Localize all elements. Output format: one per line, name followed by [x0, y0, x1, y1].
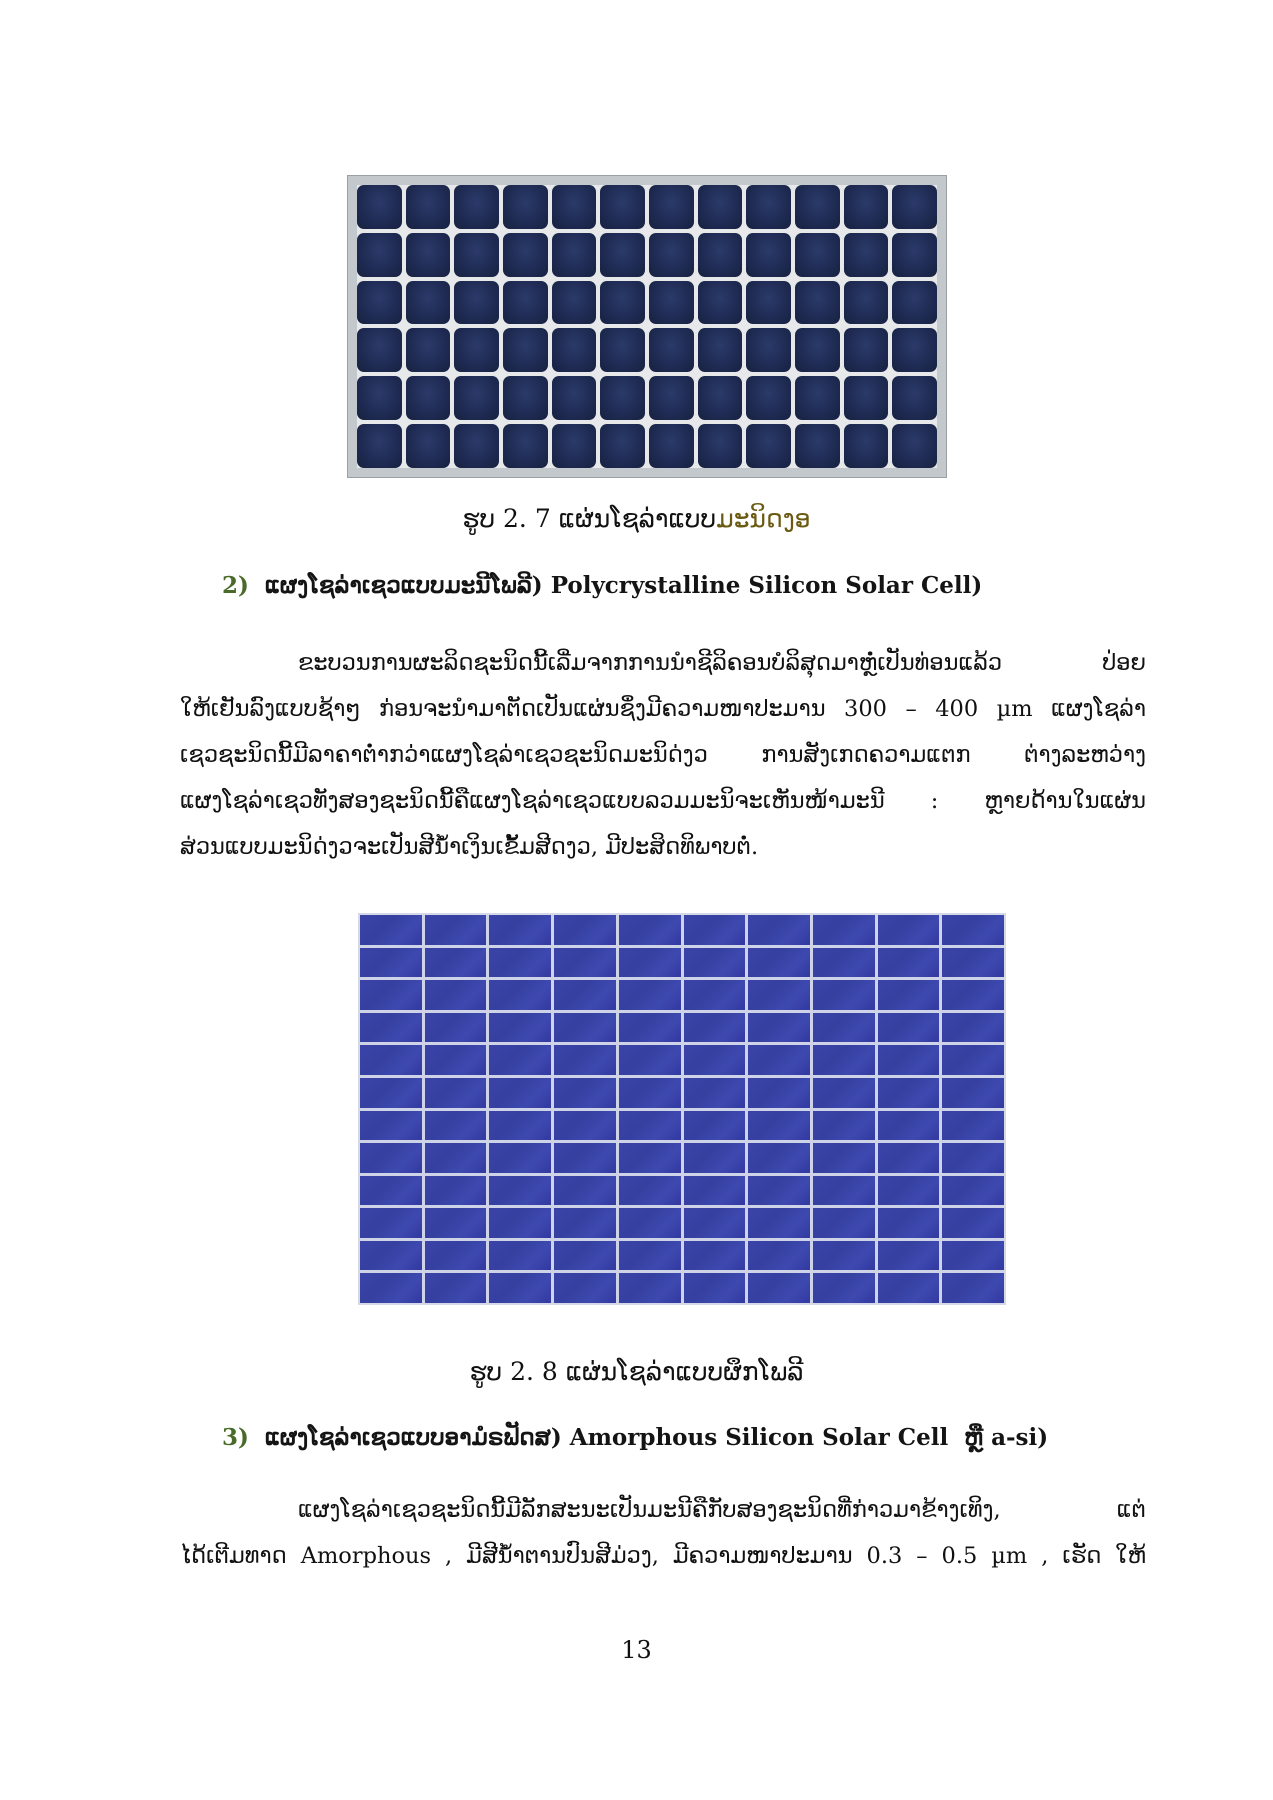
solar-cell [489, 948, 551, 978]
solar-cell [554, 1013, 616, 1043]
solar-cell [554, 1176, 616, 1206]
figure-2-8-caption: ຮູບ 2. 8 ແຜ່ນໂຊລ່າແບບຜຶກໂພລີ [469, 1357, 804, 1386]
solar-cell [554, 1045, 616, 1075]
solar-cell [942, 1143, 1004, 1173]
solar-cell [878, 1078, 940, 1108]
page-number: 13 [621, 1636, 652, 1664]
solar-cell [878, 1241, 940, 1271]
solar-cell [503, 233, 548, 277]
solar-cell [649, 281, 694, 325]
solar-cell [360, 1241, 422, 1271]
solar-cell [554, 1143, 616, 1173]
solar-cell [748, 1045, 810, 1075]
solar-cell [892, 328, 937, 372]
solar-cell [878, 1045, 940, 1075]
solar-cell [878, 1208, 940, 1238]
solar-cell [684, 1273, 746, 1303]
solar-cell [684, 1078, 746, 1108]
section-2-number: 2) [222, 572, 249, 599]
solar-cell [503, 376, 548, 420]
solar-cell [746, 328, 791, 372]
solar-cell [489, 1143, 551, 1173]
solar-cell [844, 281, 889, 325]
paragraph-line: ເຊວຊະນິດນີ້ມີລາຄາຕໍ່າກວ່າແຜງໂຊລ່າເຊວຊະນິດມະນິດ່ງວ ການສັງເກດຄວາມແຕກ ຕ່າງລະຫວ່າງ [180, 742, 1146, 768]
solar-cell [554, 1273, 616, 1303]
solar-cell [360, 1078, 422, 1108]
section-2-title-en: Polycrystalline Silicon Solar Cell) [550, 572, 983, 599]
caption-prefix: ຮູບ 2. 7 ແຜ່ນໂຊລ່າແບບ [462, 504, 717, 533]
solar-cell [942, 1078, 1004, 1108]
solar-cell [878, 948, 940, 978]
solar-cell [813, 980, 875, 1010]
solar-cell [878, 1176, 940, 1206]
solar-cell [649, 424, 694, 468]
poly-cell-grid [360, 915, 1004, 1303]
solar-cell [649, 328, 694, 372]
solar-cell [795, 233, 840, 277]
solar-cell [892, 281, 937, 325]
monocrystalline-panel-image [347, 175, 947, 478]
solar-cell [600, 185, 645, 229]
solar-cell [619, 1045, 681, 1075]
solar-cell [649, 233, 694, 277]
solar-cell [813, 1208, 875, 1238]
solar-cell [684, 980, 746, 1010]
solar-cell [406, 328, 451, 372]
solar-cell [748, 948, 810, 978]
solar-cell [406, 233, 451, 277]
solar-cell [892, 424, 937, 468]
solar-cell [698, 281, 743, 325]
solar-cell [454, 185, 499, 229]
solar-cell [425, 948, 487, 978]
solar-cell [619, 948, 681, 978]
solar-cell [748, 1143, 810, 1173]
solar-cell [878, 915, 940, 945]
solar-cell [746, 281, 791, 325]
solar-cell [684, 1045, 746, 1075]
solar-cell [552, 424, 597, 468]
polycrystalline-panel-image [358, 913, 1006, 1305]
solar-cell [489, 1045, 551, 1075]
paragraph-line: ຂະບວນການຜະລິດຊະນິດນີ້ເລີ່ມຈາກການນຳຊີລິຄອນບໍລິສຸດມາຫຼໍ່ເປັນທ່ອນແລ້ວ ປ່ອຍ [298, 650, 1146, 676]
solar-cell [552, 281, 597, 325]
solar-cell [503, 281, 548, 325]
solar-cell [554, 1111, 616, 1141]
solar-cell [454, 328, 499, 372]
solar-cell [844, 376, 889, 420]
solar-cell [425, 1078, 487, 1108]
solar-cell [684, 1208, 746, 1238]
solar-cell [698, 424, 743, 468]
paragraph-line: ໃຫ້ເຢັນລົງແບບຊ້າໆ ກ່ອນຈະນຳມາຕັດເປັນແຜ່ນຊຶ່ງມີຄວາມໜາປະມານ 300 – 400 µm ແຜງໂຊລ່າ [180, 696, 1146, 722]
solar-cell [684, 948, 746, 978]
solar-cell [360, 1208, 422, 1238]
solar-cell [425, 1013, 487, 1043]
paragraph-line: ໄດ້ເຕີມທາດ Amorphous , ມີສີນ້ຳຕານປົນສີມ່ວງ, ມີຄວາມໜາປະມານ 0.3 – 0.5 µm , ເຮັດ ໃຫ້ [180, 1543, 1146, 1569]
solar-cell [942, 980, 1004, 1010]
solar-cell [619, 1241, 681, 1271]
solar-cell [684, 915, 746, 945]
solar-cell [357, 376, 402, 420]
solar-cell [684, 1241, 746, 1271]
solar-cell [844, 233, 889, 277]
solar-cell [813, 1078, 875, 1108]
solar-cell [360, 1176, 422, 1206]
solar-cell [619, 1143, 681, 1173]
paragraph-line: ແຜງໂຊລ່າເຊວຊະນິດນີ້ມີລັກສະນະເປັນມະນີຄືກັບສອງຊະນິດທີ່ກ່າວມາຂ້າງເທິງ, ແຕ່ [298, 1497, 1146, 1523]
solar-cell [360, 1045, 422, 1075]
solar-cell [454, 281, 499, 325]
section-2-title-lao: ແຜງໂຊລ່າເຊວແບບມະນີໂພລີ) [264, 572, 543, 599]
solar-cell [942, 1241, 1004, 1271]
solar-cell [942, 1273, 1004, 1303]
solar-cell [552, 185, 597, 229]
solar-cell [795, 376, 840, 420]
solar-cell [878, 980, 940, 1010]
solar-cell [357, 281, 402, 325]
solar-cell [619, 1078, 681, 1108]
solar-cell [813, 915, 875, 945]
solar-cell [878, 1111, 940, 1141]
solar-cell [813, 1273, 875, 1303]
solar-cell [748, 1208, 810, 1238]
section-3-number: 3) [222, 1424, 249, 1451]
solar-cell [554, 1078, 616, 1108]
solar-cell [748, 1273, 810, 1303]
solar-cell [942, 1176, 1004, 1206]
solar-cell [360, 915, 422, 945]
solar-cell [552, 328, 597, 372]
solar-cell [552, 233, 597, 277]
solar-cell [684, 1176, 746, 1206]
solar-cell [357, 233, 402, 277]
solar-cell [425, 1111, 487, 1141]
solar-cell [698, 328, 743, 372]
solar-cell [619, 1111, 681, 1141]
solar-cell [844, 328, 889, 372]
solar-cell [619, 1013, 681, 1043]
solar-cell [360, 1143, 422, 1173]
solar-cell [554, 1241, 616, 1271]
figure-2-7-caption [0, 504, 1273, 533]
solar-cell [489, 980, 551, 1010]
solar-cell [406, 424, 451, 468]
solar-cell [748, 1241, 810, 1271]
solar-cell [795, 328, 840, 372]
solar-cell [684, 1013, 746, 1043]
solar-cell [795, 281, 840, 325]
solar-cell [600, 424, 645, 468]
section-3-title-en: Amorphous Silicon Solar Cell [569, 1424, 949, 1451]
solar-cell [813, 1111, 875, 1141]
paragraph-line: ແຜງໂຊລ່າເຊວທັງສອງຊະນິດນີ້ຄືແຜງໂຊລ່າເຊວແບບລວມມະນິຈະເຫັນໜ້າມະນີ : ຫຼາຍດ້ານໃນແຜ່ນ [180, 788, 1146, 814]
solar-cell [406, 281, 451, 325]
section-2-heading [222, 572, 982, 599]
solar-cell [552, 376, 597, 420]
solar-cell [892, 233, 937, 277]
solar-cell [554, 1208, 616, 1238]
solar-cell [489, 1241, 551, 1271]
solar-cell [698, 233, 743, 277]
solar-cell [746, 376, 791, 420]
solar-cell [600, 281, 645, 325]
solar-cell [813, 1143, 875, 1173]
solar-cell [489, 1078, 551, 1108]
solar-cell [425, 915, 487, 945]
solar-cell [619, 1176, 681, 1206]
solar-cell [360, 1111, 422, 1141]
solar-cell [360, 948, 422, 978]
solar-cell [748, 915, 810, 945]
solar-cell [619, 980, 681, 1010]
solar-cell [360, 1273, 422, 1303]
solar-cell [454, 233, 499, 277]
solar-cell [360, 1013, 422, 1043]
section-3-title-lao: ແຜງໂຊລ່າເຊວແບບອາມໍຣຟັດສ) [264, 1424, 562, 1451]
solar-cell [942, 1045, 1004, 1075]
solar-cell [748, 980, 810, 1010]
solar-cell [454, 424, 499, 468]
solar-cell [649, 185, 694, 229]
solar-cell [795, 424, 840, 468]
solar-cell [844, 424, 889, 468]
solar-cell [892, 376, 937, 420]
solar-cell [425, 1208, 487, 1238]
solar-cell [795, 185, 840, 229]
solar-cell [748, 1013, 810, 1043]
solar-cell [489, 1208, 551, 1238]
solar-cell [406, 185, 451, 229]
solar-cell [698, 185, 743, 229]
solar-cell [684, 1111, 746, 1141]
solar-cell [357, 424, 402, 468]
solar-cell [942, 948, 1004, 978]
solar-cell [942, 1013, 1004, 1043]
solar-cell [503, 185, 548, 229]
solar-cell [489, 915, 551, 945]
solar-cell [425, 1176, 487, 1206]
solar-cell [813, 1045, 875, 1075]
solar-cell [746, 424, 791, 468]
solar-cell [357, 185, 402, 229]
caption-accent: ມະນິດງອ [716, 504, 811, 533]
solar-cell [425, 1273, 487, 1303]
solar-cell [503, 424, 548, 468]
solar-cell [746, 185, 791, 229]
solar-cell [489, 1111, 551, 1141]
solar-cell [942, 1208, 1004, 1238]
solar-cell [748, 1111, 810, 1141]
solar-cell [813, 1176, 875, 1206]
solar-cell [698, 376, 743, 420]
solar-cell [942, 915, 1004, 945]
paragraph-line: ສ່ວນແບບມະນິດ່ງວຈະເປັນສີນ້ຳເງິນເຂັ້ມສີດງວ, ມີປະສິດທິພາບຕໍ່. [180, 834, 759, 860]
solar-cell [813, 1241, 875, 1271]
solar-cell [878, 1273, 940, 1303]
solar-cell [746, 233, 791, 277]
solar-cell [600, 233, 645, 277]
solar-cell [425, 1241, 487, 1271]
solar-cell [844, 185, 889, 229]
section-3-paragraph [180, 1487, 1146, 1579]
solar-cell [748, 1176, 810, 1206]
solar-cell [813, 948, 875, 978]
solar-cell [406, 376, 451, 420]
solar-cell [554, 915, 616, 945]
solar-cell [600, 376, 645, 420]
solar-cell [619, 915, 681, 945]
solar-cell [425, 980, 487, 1010]
solar-cell [619, 1273, 681, 1303]
solar-cell [425, 1143, 487, 1173]
solar-cell [942, 1111, 1004, 1141]
mono-cell-grid [357, 185, 937, 468]
solar-cell [357, 328, 402, 372]
section-2-paragraph [180, 640, 1146, 870]
solar-cell [813, 1013, 875, 1043]
solar-cell [748, 1078, 810, 1108]
solar-cell [489, 1273, 551, 1303]
solar-cell [649, 376, 694, 420]
solar-cell [878, 1013, 940, 1043]
solar-cell [878, 1143, 940, 1173]
solar-cell [684, 1143, 746, 1173]
solar-cell [600, 328, 645, 372]
solar-cell [619, 1208, 681, 1238]
solar-cell [489, 1013, 551, 1043]
solar-cell [454, 376, 499, 420]
section-3-heading [222, 1424, 1048, 1451]
solar-cell [425, 1045, 487, 1075]
solar-cell [892, 185, 937, 229]
section-3-title-tail: ຫຼື a-si) [964, 1424, 1049, 1451]
solar-cell [554, 980, 616, 1010]
solar-cell [360, 980, 422, 1010]
solar-cell [554, 948, 616, 978]
solar-cell [503, 328, 548, 372]
solar-cell [489, 1176, 551, 1206]
